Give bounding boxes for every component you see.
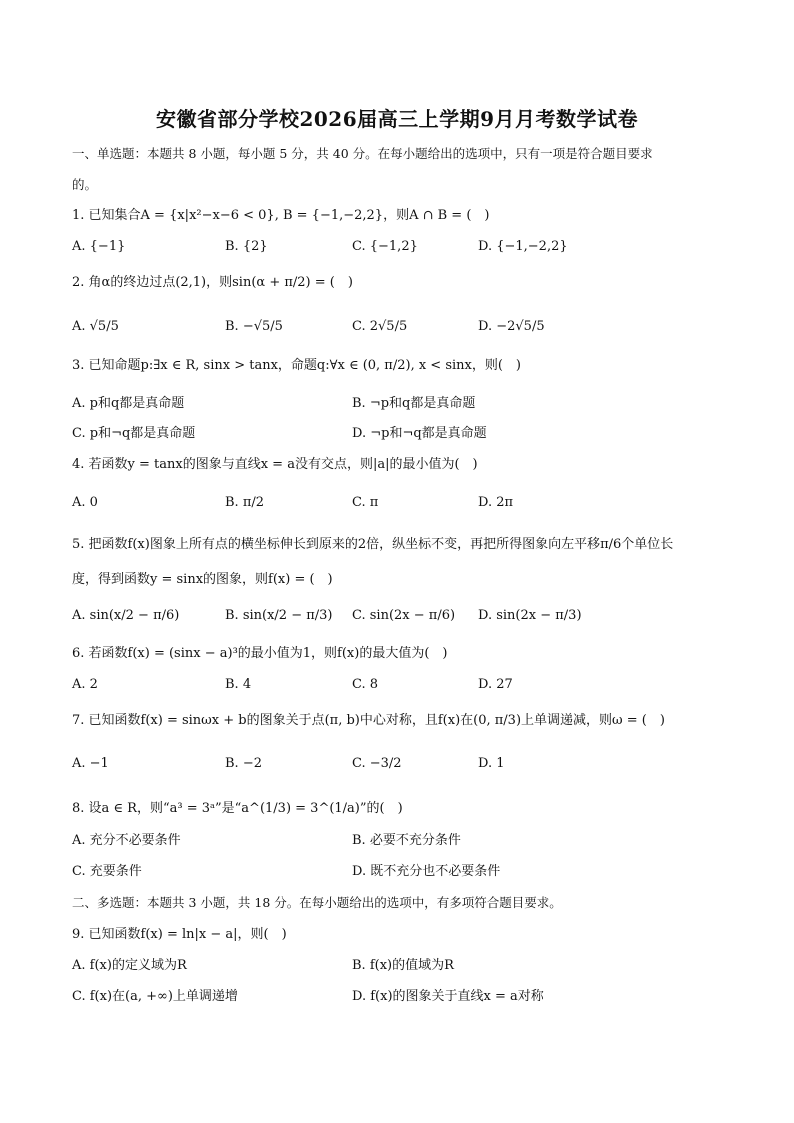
question-6-option-b: B. 4	[225, 677, 252, 692]
question-1-option-b: B. {2}	[225, 239, 268, 254]
question-3-stem: 3. 已知命题p:∃x ∈ R, sinx > tanx，命题q:∀x ∈ (0, π/2), x < sinx，则( )	[72, 358, 522, 373]
question-9-option-b: B. f(x)的值域为R	[352, 958, 454, 973]
question-4-option-c: C. π	[352, 495, 379, 510]
question-7-option-d: D. 1	[478, 756, 505, 771]
question-5-option-a: A. sin(x/2 − π/6)	[72, 608, 180, 623]
question-5-stem-cont: 度，得到函数y = sinx的图象，则f(x) = ( )	[72, 572, 333, 587]
question-6-option-c: C. 8	[352, 677, 379, 692]
question-8-option-d: D. 既不充分也不必要条件	[352, 864, 501, 879]
question-6-option-d: D. 27	[478, 677, 513, 692]
question-4-option-b: B. π/2	[225, 495, 265, 510]
question-9-stem: 9. 已知函数f(x) = ln|x − a|，则( )	[72, 927, 287, 942]
question-1-option-c: C. {−1,2}	[352, 239, 418, 254]
question-2-option-b: B. −√5/5	[225, 319, 283, 334]
question-1-option-d: D. {−1,−2,2}	[478, 239, 568, 254]
question-2-option-a: A. √5/5	[72, 319, 119, 334]
question-9-option-d: D. f(x)的图象关于直线x = a对称	[352, 989, 544, 1004]
question-1-stem: 1. 已知集合A = {x|x²−x−6 < 0}, B = {−1,−2,2}，则A ∩ B = ( )	[72, 208, 490, 223]
exam-title: 安徽省部分学校2026届高三上学期9月月考数学试卷	[155, 107, 639, 131]
question-6-stem: 6. 若函数f(x) = (sinx − a)³的最小值为1，则f(x)的最大值为( )	[72, 646, 448, 661]
question-7-option-c: C. −3/2	[352, 756, 402, 771]
question-2-option-d: D. −2√5/5	[478, 319, 545, 334]
question-4-option-d: D. 2π	[478, 495, 514, 510]
question-3-option-c: C. p和¬q都是真命题	[72, 426, 196, 441]
question-9-option-a: A. f(x)的定义域为R	[72, 958, 187, 973]
question-3-option-b: B. ¬p和q都是真命题	[352, 396, 476, 411]
question-8-option-b: B. 必要不充分条件	[352, 833, 461, 848]
question-2-option-c: C. 2√5/5	[352, 319, 408, 334]
question-5-option-c: C. sin(2x − π/6)	[352, 608, 456, 623]
question-8-option-a: A. 充分不必要条件	[72, 833, 181, 848]
question-9-option-c: C. f(x)在(a, +∞)上单调递增	[72, 989, 238, 1004]
section1-instructions: 一、单选题：本题共 8 小题，每小题 5 分，共 40 分。在每小题给出的选项中，只有一项是符合题目要求	[72, 146, 653, 161]
question-7-option-a: A. −1	[72, 756, 109, 771]
question-1-option-a: A. {−1}	[72, 239, 126, 254]
question-5-stem: 5. 把函数f(x)图象上所有点的横坐标伸长到原来的2倍，纵坐标不变，再把所得图象向左平移π/6个单位长	[72, 537, 674, 552]
question-6-option-a: A. 2	[72, 677, 98, 692]
question-4-option-a: A. 0	[72, 495, 98, 510]
question-2-stem: 2. 角α的终边过点(2,1)，则sin(α + π/2) = ( )	[72, 275, 353, 290]
question-5-option-b: B. sin(x/2 − π/3)	[225, 608, 333, 623]
question-3-option-d: D. ¬p和¬q都是真命题	[352, 426, 487, 441]
question-4-stem: 4. 若函数y = tanx的图象与直线x = a没有交点，则|a|的最小值为( )	[72, 457, 478, 472]
question-3-option-a: A. p和q都是真命题	[72, 396, 185, 411]
question-5-option-d: D. sin(2x − π/3)	[478, 608, 582, 623]
question-7-option-b: B. −2	[225, 756, 262, 771]
section2-instructions: 二、多选题：本题共 3 小题，共 18 分。在每小题给出的选项中，有多项符合题目要求。	[72, 895, 562, 910]
question-8-option-c: C. 充要条件	[72, 864, 142, 879]
question-8-stem: 8. 设a ∈ R，则“a³ = 3ᵃ”是“a^(1/3) = 3^(1/a)”的( )	[72, 801, 403, 816]
section1-instructions-cont: 的。	[72, 177, 98, 192]
question-7-stem: 7. 已知函数f(x) = sinωx + b的图象关于点(π, b)中心对称，且f(x)在(0, π/3)上单调递减，则ω = ( )	[72, 713, 665, 728]
